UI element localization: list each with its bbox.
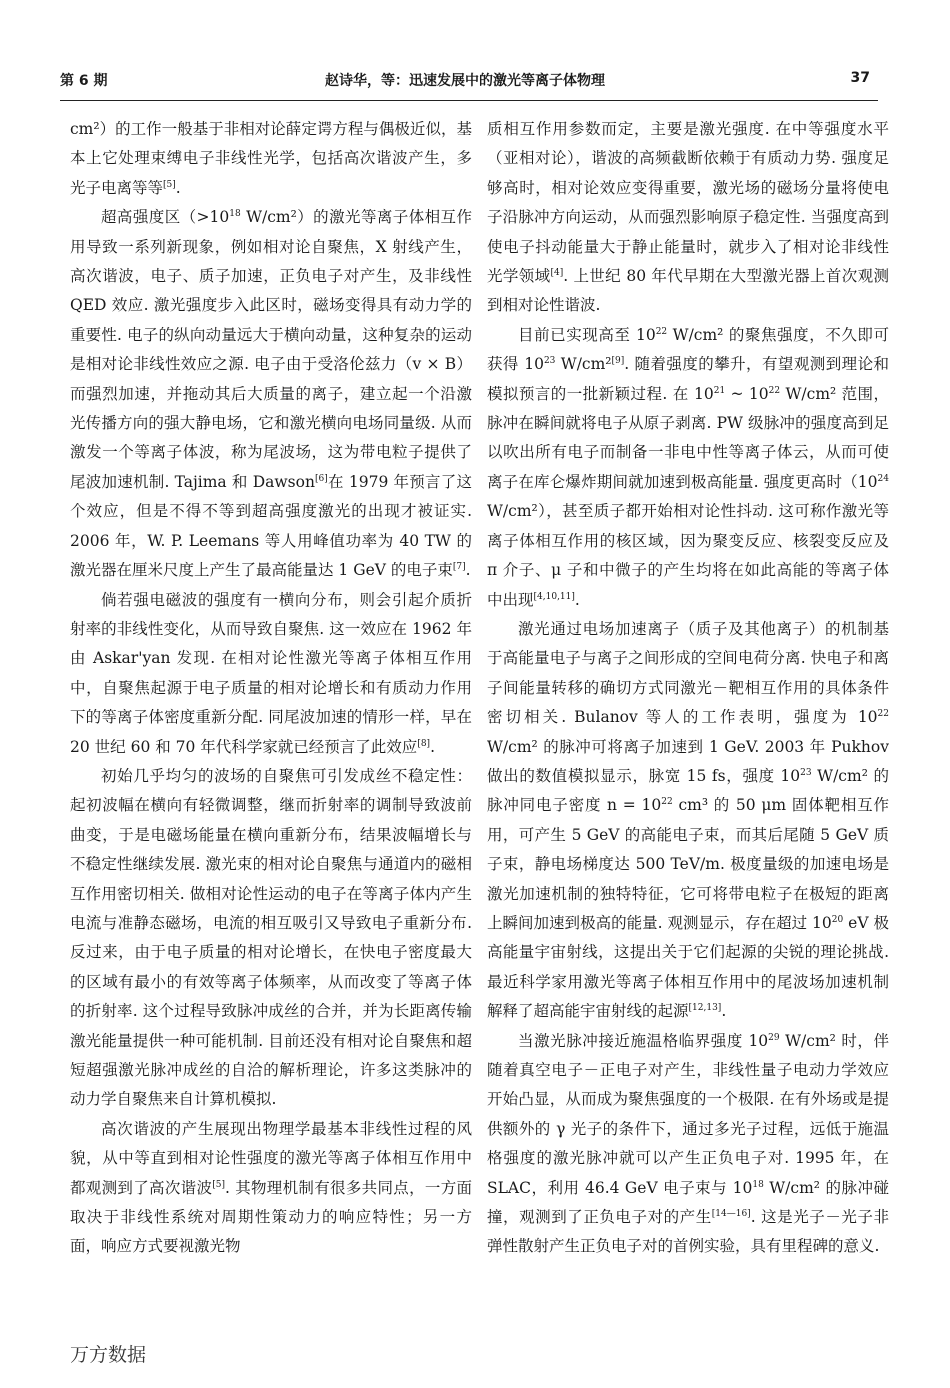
- paragraph: 超高强度区（$>10^{18}$ W/cm²）的激光等离子体相互作用导致一系列新现象，例如相对论自聚焦，X 射线产生，高次谐波，电子、质子加速，正负电子对产生，及非线性 QED 效应. 激光强度步入此区时，磁场变得具有动力学的重要性. 电子的纵向动量远大于横向动量，这种复杂的运动是相对论非线性效应之源. 电子由于受洛伦兹力（v × B）而强烈加速，并拖动其后大质量的离子，建立起一个沿激光传播方向的强大静电场，它和激光横向电场同量级. 从而激发一个等离子体波，称为尾波场，这为带电粒子提供了尾波加速机制. Tajima 和 Dawson[6]在 1979 年预言了这个效应，但是不得不等到超高强度激光的出现才被证实. 2006 年，W. P. Leemans 等人用峰值功率为 40 TW 的激光器在厘米尺度上产生了最高能量达 1 GeV 的电子束[7].: [70, 208, 472, 580]
- paragraph: cm²）的工作一般基于非相对论薛定谔方程与偶极近似，基本上它处理束缚电子非线性光学，包括高次谐波产生，多光子电离等等[5].: [70, 120, 472, 197]
- left-column: [70, 115, 472, 1345]
- watermark-text: 万方数据: [70, 1344, 147, 1366]
- running-title: 赵诗华，等：迅速发展中的激光等离子体物理: [325, 73, 605, 89]
- issue-number: 第 6 期: [60, 73, 108, 89]
- paragraph: 高次谐波的产生展现出物理学最基本非线性过程的风貌，从中等直到相对论性强度的激光等离子体相互作用中都观测到了高次谐波[5]. 其物理机制有很多共同点，一方面取决于非线性系统对周期性策动力的响应特性；另一方面，响应方式要视激光物: [70, 1119, 472, 1256]
- header-rule: [60, 100, 878, 101]
- paragraph: 当激光脉冲接近施温格临界强度 $10^{29}$ W/cm² 时，伴随着真空电子－正电子对产生，非线性量子电动力学效应开始凸显，从而成为聚焦强度的一个极限. 在有外场或是提供额外的 γ 光子的条件下，通过多光子过程，远低于施温格强度的激光脉冲就可以产生正负电子对. 1995 年，在 SLAC，利用 46.4 GeV 电子束与 $10^{18}$ W/cm² 的脉冲碰撞，观测到了正负电子对的产生[14—16]. 这是光子－光子非弹性散射产生正负电子对的首例实验，具有里程碑的意义.: [487, 1031, 889, 1256]
- paragraph: 倘若强电磁波的强度有一横向分布，则会引起介质折射率的非线性变化，从而导致自聚焦. 这一效应在 1962 年由 Askar'yan 发现. 在相对论性激光等离子体相互作用中，自聚焦起源于电子质量的相对论增长和有质动力作用下的等离子体密度重新分配. 同尾波加速的情形一样，早在 20 世纪 60 和 70 年代科学家就已经预言了此效应[8].: [70, 590, 472, 756]
- running-header: [60, 70, 870, 94]
- page-number: 37: [850, 70, 870, 86]
- paragraph: 目前已实现高至 $10^{22}$ W/cm² 的聚焦强度，不久即可获得 $10^{23}$ W/cm²[9]. 随着强度的攀升，有望观测到理论和模拟预言的一批新颖过程. 在 $10^{21}$ ~ $10^{22}$ W/cm² 范围，脉冲在瞬间就将电子从原子剥离. PW 级脉冲的强度高到足以吹出所有电子而制备一非电中性等离子体云，从而可使离子在库仑爆炸期间就加速到极高能量. 强度更高时（$10^{24}$ W/cm²），甚至质子都开始相对论性抖动. 这可称作激光等离子体相互作用的核区域，因为聚变反应、核裂变反应及 π 介子、μ 子和中微子的产生均将在如此高能的等离子体中出现[4,10,11].: [487, 325, 889, 609]
- paragraph: 激光通过电场加速离子（质子及其他离子）的机制基于高能量电子与离子之间形成的空间电荷分离. 快电子和离子间能量转移的确切方式同激光－靶相互作用的具体条件密切相关. Bulanov 等人的工作表明，强度为 $10^{22}$ W/cm² 的脉冲可将离子加速到 1 GeV. 2003 年 Pukhov 做出的数值模拟显示，脉宽 15 fs，强度 $10^{23}$ W/cm² 的脉冲同电子密度 $n = 10^{22}$ cm³ 的 50 μm 固体靶相互作用，可产生 5 GeV 的高能电子束，而其后尾随 5 GeV 质子束，静电场梯度达 500 TeV/m. 极度量级的加速电场是激光加速机制的独特特征，它可将带电粒子在极短的距离上瞬间加速到极高的能量. 观测显示，存在超过 $10^{20}$ eV 极高能量宇宙射线，这提出关于它们起源的尖锐的理论挑战. 最近科学家用激光等离子体相互作用中的尾波场加速机制解释了超高能宇宙射线的起源[12,13].: [487, 619, 889, 1021]
- paragraph: 质相互作用参数而定，主要是激光强度. 在中等强度水平（亚相对论），谐波的高频截断依赖于有质动力势. 强度足够高时，相对论效应变得重要，激光场的磁场分量将使电子沿脉冲方向运动，从而强烈影响原子稳定性. 当强度高到使电子抖动能量大于静止能量时，就步入了相对论非线性光学领域[4]. 上世纪 80 年代早期在大型激光器上首次观测到相对论性谐波.: [487, 120, 889, 315]
- paragraph: 初始几乎均匀的波场的自聚焦可引发成丝不稳定性：起初波幅在横向有轻微调整，继而折射率的调制导致波前曲变，于是电磁场能量在横向重新分布，结果波幅增长与不稳定性继续发展. 激光束的相对论自聚焦与通道内的磁相互作用密切相关. 做相对论性运动的电子在等离子体内产生电流与准静态磁场，电流的相互吸引又导致电子重新分布. 反过来，由于电子质量的相对论增长，在快电子密度最大的区域有最小的有效等离子体频率，从而改变了等离子体的折射率. 这个过程导致脉冲成丝的合并，并为长距离传输激光能量提供一种可能机制. 目前还没有相对论自聚焦和超短超强激光脉冲成丝的自洽的解析理论，许多这类脉冲的动力学自聚焦来自计算机模拟.: [70, 766, 472, 1109]
- right-column: [487, 115, 889, 1345]
